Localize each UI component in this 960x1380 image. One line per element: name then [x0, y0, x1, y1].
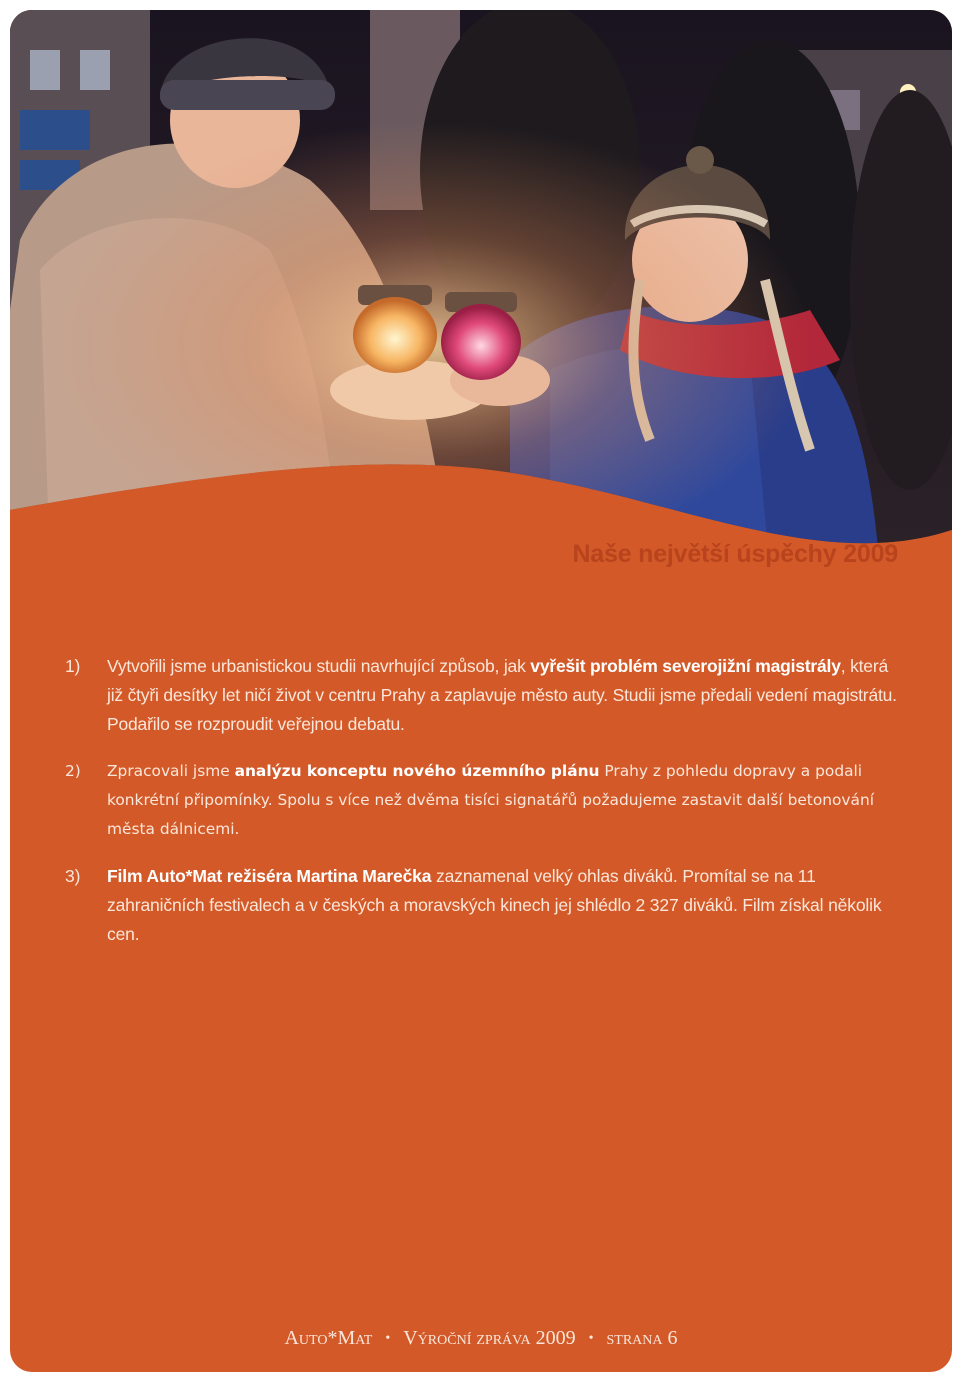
footer-report: Výroční zpráva	[403, 1327, 531, 1349]
list-item-highlight: vyřešit problém severojižní magistrály	[530, 656, 841, 676]
list-item-text-part: Zpracovali jsme	[107, 762, 235, 780]
candle-vigil-photo	[10, 10, 952, 570]
list-item-text	[107, 652, 905, 739]
list-item	[65, 862, 905, 949]
footer-year: 2009	[535, 1327, 576, 1349]
list-item-text	[107, 757, 905, 844]
list-item-text-part: Prahy z pohledu dopravy a podali konkrétní připomínky. Spolu s více než dvěma tisíci signatářů požadujeme zastavit další betonování města dálnicemi.	[107, 762, 874, 838]
list-item-number: 1)	[65, 656, 81, 676]
list-item	[65, 652, 905, 739]
list-item-number: 2)	[65, 762, 81, 780]
page-title: Naše největší úspěchy 2009	[572, 540, 898, 568]
footer-page-number: 6	[667, 1327, 678, 1349]
page-footer	[10, 1327, 952, 1350]
list-item-highlight: analýzu konceptu nového územního plánu	[234, 762, 600, 780]
page	[10, 10, 952, 1372]
list-item-text-part: Vytvořili jsme urbanistickou studii navrhující způsob, jak	[107, 656, 531, 676]
footer-separator: •	[385, 1331, 391, 1346]
list-item-number: 3)	[65, 866, 81, 886]
footer-page-label: strana	[606, 1327, 663, 1349]
list-item-highlight: Film Auto*Mat režiséra Martina Marečka	[107, 866, 432, 886]
footer-brand: Auto*Mat	[284, 1327, 373, 1349]
list-item-text-part: , která již čtyři desítky let ničí život v centru Prahy a zaplavuje město auty. Studii jsme předali vedení magistrátu. Podařilo se rozproudit veřejnou debatu.	[107, 656, 897, 734]
footer-separator: •	[588, 1331, 594, 1346]
list-item-text-part: zaznamenal velký ohlas diváků. Promítal se na 11 zahraničních festivalech a v českých a moravských kinech jej shlédlo 2 327 diváků. Film získal několik cen.	[107, 866, 882, 944]
list-item	[65, 757, 905, 844]
list-item-text	[107, 862, 905, 949]
